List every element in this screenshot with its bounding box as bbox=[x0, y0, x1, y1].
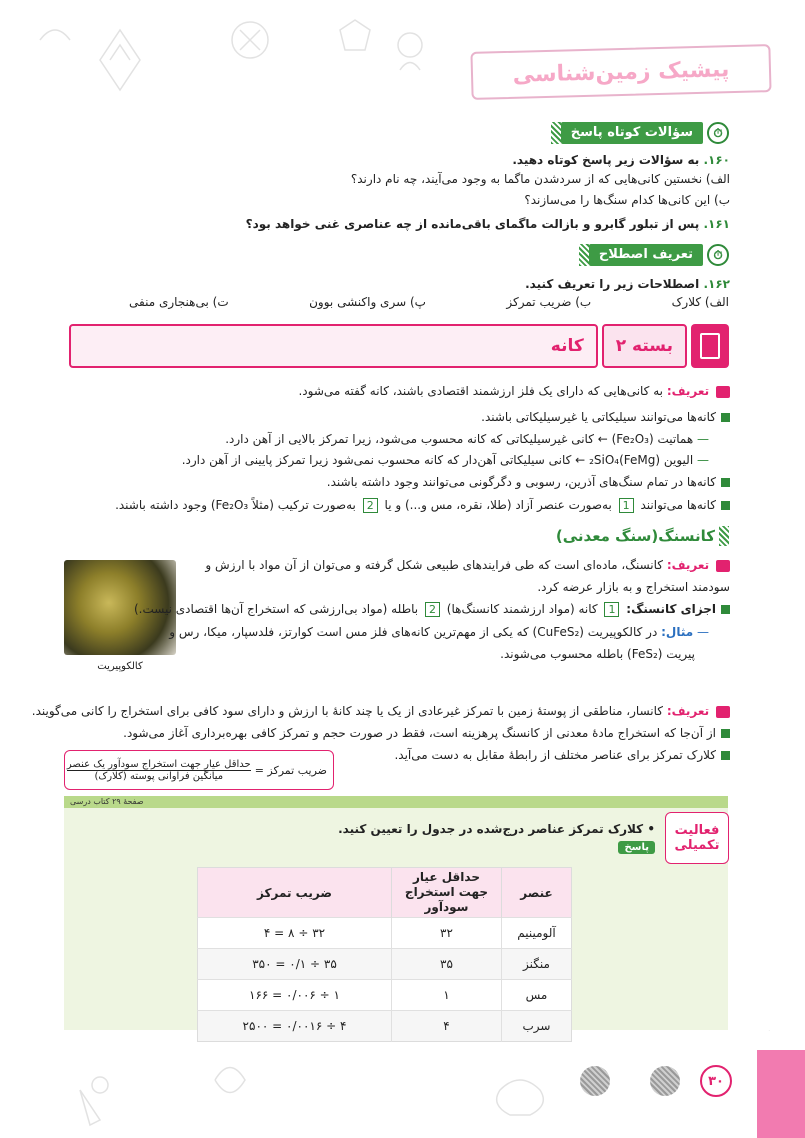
answer-badge: پاسخ bbox=[618, 841, 655, 854]
term-item: ب) ضریب تمرکز bbox=[506, 295, 592, 309]
question-160b: ب) این کانی‌ها کدام سنگ‌ها را می‌سازند؟ bbox=[524, 193, 730, 207]
ore-stone-example: — مثال: در کالکوپیریت (CuFeS₂) که یکی از مهم‌ترین کانه‌های فلز مس است کوارتز، فلدسپار، میکا، رس و bbox=[169, 625, 709, 639]
page-dot bbox=[650, 1066, 680, 1096]
hematite-line: — هماتیت (Fe₂O₃) ← کانی غیرسیلیکاتی که کانه محسوب می‌شود، زیرا تمرکز بالایی از آهن دارد. bbox=[225, 432, 709, 446]
term-item: پ) سری واکنشی بوون bbox=[309, 295, 426, 309]
table-header: عنصر bbox=[502, 868, 572, 918]
activity-source: صفحهٔ ۲۹ کتاب درسی bbox=[70, 797, 144, 806]
term-item: الف) کلارک bbox=[671, 295, 729, 309]
short-answer-heading bbox=[551, 121, 729, 145]
table-row: منگنز ۳۵ ۳۵ ÷ ۰/۱ = ۳۵۰ bbox=[198, 949, 572, 980]
term-item: ت) بی‌هنجاری منفی bbox=[129, 295, 229, 309]
question-160a: الف) نخستین کانی‌هایی که از سردشدن ماگما به وجود می‌آیند، چه نام دارند؟ bbox=[350, 172, 730, 186]
package-number: بسته ۲ bbox=[602, 324, 687, 368]
package-title: کانه bbox=[550, 336, 584, 356]
question-160: ۱۶۰. به سؤالات زیر پاسخ کوتاه دهید. bbox=[512, 153, 730, 167]
stripe-decoration bbox=[579, 244, 589, 266]
question-161: ۱۶۱. پس از تبلور گابرو و بازالت ماگمای باقی‌مانده از چه عناصری غنی خواهد بود؟ bbox=[245, 217, 730, 231]
deposit-bullet-1: از آن‌جا که استخراج مادهٔ معدنی از کانسنگ پرهزینه است، فقط در صورت حجم و تمرکز کافی بهره‌برداری آغاز می‌شود. bbox=[60, 724, 730, 742]
page-tab bbox=[757, 1050, 805, 1138]
definition-icon bbox=[716, 560, 730, 572]
formula-box bbox=[64, 750, 334, 790]
stopwatch-icon: ⏱ bbox=[707, 122, 729, 144]
table-header: حداقل عیار جهت استخراج سودآور bbox=[392, 868, 502, 918]
ore-stone-definition: تعریف: کانسنگ، ماده‌ای است که طی فرایندهای طبیعی شکل گرفته و می‌توان از آن مواد با ارزش و bbox=[190, 556, 730, 574]
definition-icon bbox=[716, 706, 730, 718]
table-row: آلومینیم ۳۲ ۳۲ ÷ ۸ = ۴ bbox=[198, 918, 572, 949]
ore-stone-heading: کانسنگ(سنگ معدنی) bbox=[556, 524, 729, 548]
definitions-heading bbox=[579, 243, 729, 267]
page-number: ۳۰ bbox=[700, 1065, 732, 1097]
activity-title-box: فعالیت تکمیلی bbox=[665, 812, 729, 864]
doodle-background-bottom bbox=[0, 1030, 805, 1138]
image-caption: کالکوپیریت bbox=[97, 661, 143, 672]
ore-stone-parts: اجزای کانسنگ: 1 کانه (مواد ارزشمند کانسنگ‌ها) 2 باطله (مواد بی‌ارزشی که استخراج آن‌ها اقتصادی نیست.) bbox=[190, 600, 730, 618]
ore-stone-definition-2: سودمند استخراج و به بازار عرضه کرد. bbox=[537, 580, 730, 594]
deposit-bullet-2: کلارک تمرکز برای عناصر مختلف از رابطهٔ مقابل به دست می‌آید. bbox=[340, 746, 730, 764]
deposit-definition: تعریف: کانسار، مناطقی از پوستهٔ زمین با تمرکز غیرعادی از یک یا چند کانهٔ با ارزش و دارای سود کافی برای استخراج را کانی می‌گویند. bbox=[60, 702, 730, 720]
clarke-table bbox=[197, 867, 572, 1042]
formula-lhs: ضریب تمرکز = bbox=[254, 763, 327, 777]
stopwatch-icon: ⏱ bbox=[707, 244, 729, 266]
definition-icon bbox=[716, 386, 730, 398]
ore-bullet-2: کانه‌ها در تمام سنگ‌های آذرین، رسوبی و دگرگونی می‌توانند وجود داشته باشند. bbox=[60, 473, 730, 491]
notebook-icon bbox=[691, 324, 729, 368]
package-banner bbox=[69, 322, 729, 370]
short-answer-title: سؤالات کوتاه پاسخ bbox=[561, 122, 703, 144]
terms-list bbox=[129, 295, 729, 309]
formula-denominator: میانگین فراوانی پوسته (کلارک) bbox=[94, 770, 224, 782]
formula-numerator: حداقل عیار جهت استخراج سودآور یک عنصر bbox=[66, 758, 251, 770]
question-162: ۱۶۲. اصطلاحات زیر را تعریف کنید. bbox=[525, 277, 730, 291]
definitions-title: تعریف اصطلاح bbox=[589, 244, 703, 266]
stripe-decoration bbox=[551, 122, 561, 144]
ore-stone-example-2: پیریت (FeS₂) باطله محسوب می‌شوند. bbox=[500, 647, 695, 661]
ore-definition: تعریف: به کانی‌هایی که دارای یک فلز ارزشمند اقتصادی باشند، کانه گفته می‌شود. bbox=[60, 382, 730, 400]
table-row: سرب ۴ ۴ ÷ ۰/۰۰۱۶ = ۲۵۰۰ bbox=[198, 1011, 572, 1042]
brand-banner bbox=[470, 44, 771, 100]
brand-title: پیشیک زمین‌شناسی bbox=[512, 56, 730, 88]
activity-instruction: • کلارک تمرکز عناصر درج‌شده در جدول را تعیین کنید. bbox=[338, 822, 655, 836]
table-header: ضریب تمرکز bbox=[257, 885, 332, 900]
olivine-line: — الیوین (FeMg)₂SiO₄ ← کانی سیلیکاتی آهن‌دار که کانه محسوب نمی‌شود زیرا تمرکز پایینی از آهن دارد. bbox=[181, 453, 709, 467]
table-row: مس ۱ ۱ ÷ ۰/۰۰۶ = ۱۶۶ bbox=[198, 980, 572, 1011]
ore-bullet-3: کانه‌ها می‌توانند 1 به‌صورت عنصر آزاد (طلا، نقره، مس و...) و یا 2 به‌صورت ترکیب (مثلاً Fe₂O₃) وجود داشته باشند. bbox=[60, 496, 730, 514]
ore-bullet-1: کانه‌ها می‌توانند سیلیکاتی یا غیرسیلیکاتی باشند. bbox=[60, 408, 730, 426]
page-dot bbox=[580, 1066, 610, 1096]
